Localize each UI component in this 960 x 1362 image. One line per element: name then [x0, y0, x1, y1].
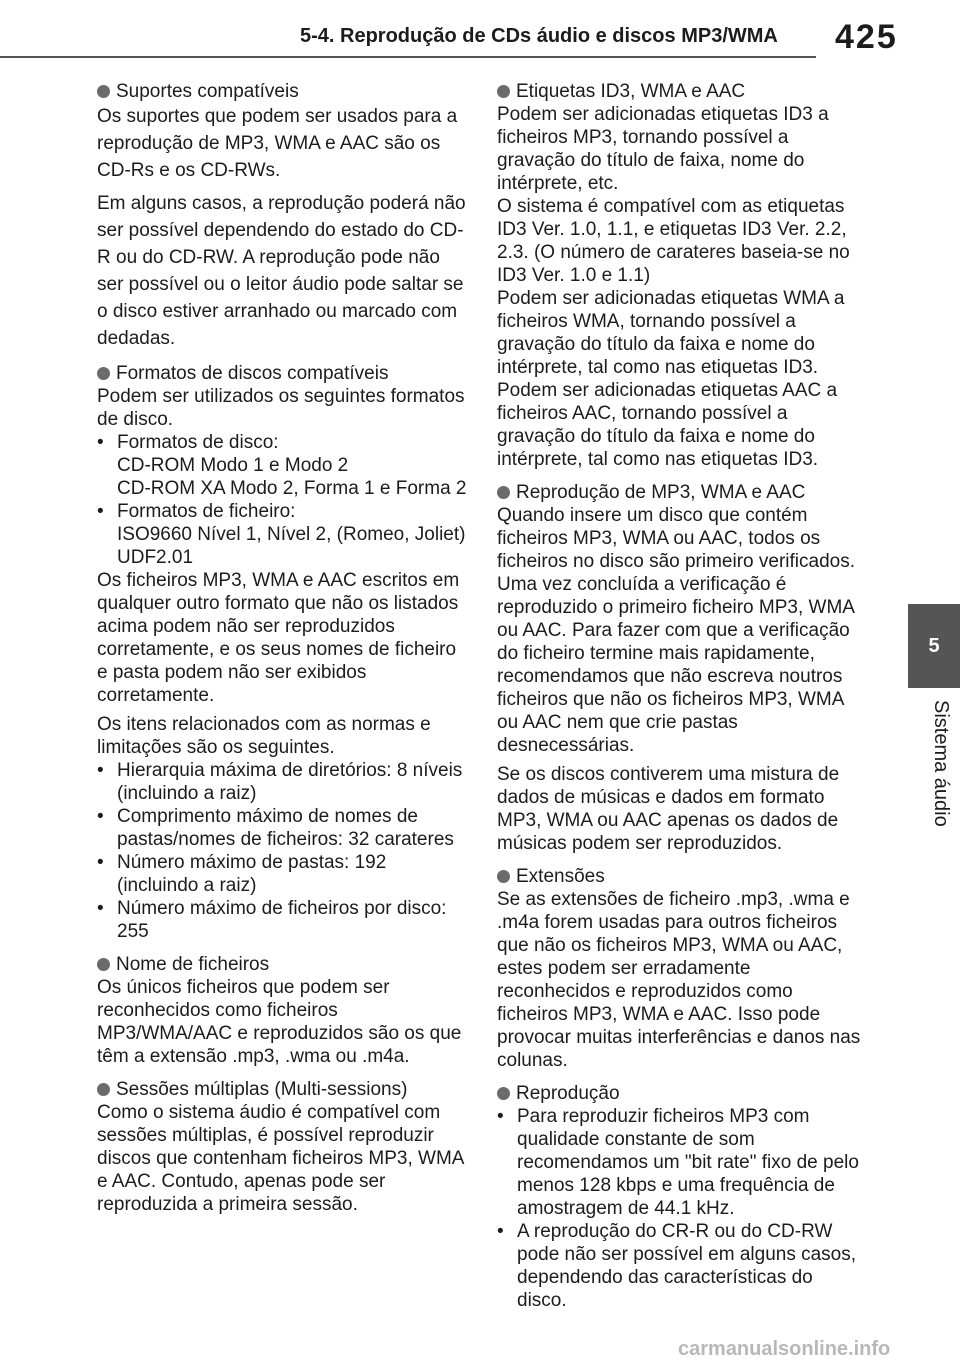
paragraph: Podem ser utilizados os seguintes formatos de disco. — [97, 386, 465, 430]
paragraph: O sistema é compatível com as etiquetas ID3 Ver. 1.0, 1.1, e etiquetas ID3 Ver. 2.2, 2.3. (O número de carateres baseia-se no ID3 Ver. 1.0 e 1.1) — [497, 196, 850, 286]
bullet-icon — [497, 85, 510, 98]
paragraph: Podem ser adicionadas etiquetas AAC a ficheiros AAC, tornando possível a gravação do título da faixa e nome do intérprete, tal como nas etiquetas ID3. — [497, 380, 838, 470]
section-tags — [497, 80, 867, 471]
watermark-text: carmanualsonline.info — [678, 1338, 891, 1360]
list-item: • Comprimento máximo de nomes de pastas/nomes de ficheiros: 32 carateres — [97, 805, 467, 851]
section-heading: Sessões múltiplas (Multi-sessions) — [97, 1078, 467, 1101]
section-heading: Extensões — [497, 865, 867, 888]
bullet-icon — [497, 486, 510, 499]
paragraph: Os ficheiros MP3, WMA e AAC escritos em qualquer outro formato que não os listados acima podem não ser reproduzidos corretamente, e os seus nomes de ficheiro e pasta podem não ser exibidos corretamente. — [97, 570, 460, 706]
list-item: • A reprodução do CR-R ou do CD-RW pode não ser possível em alguns casos, dependendo das características do disco. — [497, 1220, 867, 1312]
section-multi-sessions — [97, 1078, 467, 1216]
section-heading: Etiquetas ID3, WMA e AAC — [497, 80, 867, 103]
list-subitem: ISO9660 Nível 1, Nível 2, (Romeo, Joliet) — [117, 524, 466, 545]
paragraph: Os suportes que podem ser usados para a reprodução de MP3, WMA e AAC são os CD-Rs e os CD-RWs. — [97, 106, 458, 181]
header-rule — [0, 56, 816, 58]
list-item: • Número máximo de ficheiros por disco: 255 — [97, 897, 467, 943]
list-item: • Número máximo de pastas: 192 (incluindo a raiz) — [97, 851, 467, 897]
section-playback-mp3 — [497, 481, 867, 855]
section-extensions — [497, 865, 867, 1072]
paragraph: Como o sistema áudio é compatível com sessões múltiplas, é possível reproduzir discos que contenham ficheiros MP3, WMA e AAC. Contudo, apenas pode ser reproduzida a primeira sessão. — [97, 1102, 464, 1215]
chapter-tab: 5 — [908, 604, 960, 688]
list-item: • Hierarquia máxima de diretórios: 8 níveis (incluindo a raiz) — [97, 759, 467, 805]
section-file-names — [97, 953, 467, 1068]
paragraph: Se as extensões de ficheiro .mp3, .wma e .m4a forem usadas para outros ficheiros que não os ficheiros MP3, WMA ou AAC, estes podem ser erradamente reconhecidos e reproduzidos como ficheiros MP3, WMA e AAC. Isso pode provocar muitas interferências e danos nas colunas. — [497, 889, 861, 1071]
section-heading: Nome de ficheiros — [97, 953, 467, 976]
list-item: • Para reproduzir ficheiros MP3 com qualidade constante de som recomendamos um "bit rate" fixo de pelo menos 128 kbps e uma frequência de amostragem de 44.1 kHz. — [497, 1105, 867, 1220]
bullet-icon — [497, 870, 510, 883]
paragraph: Se os discos contiverem uma mistura de dados de músicas e dados em formato MP3, WMA ou AAC apenas os dados de músicas podem ser reproduzidos. — [497, 764, 840, 854]
section-playback — [497, 1082, 867, 1312]
left-column — [97, 80, 467, 1226]
paragraph: Quando insere um disco que contém ficheiros MP3, WMA ou AAC, todos os ficheiros no disco são primeiro verificados. Uma vez concluída a verificação é reproduzido o primeiro ficheiro MP3, WMA ou AAC. Para fazer com que a verificação do ficheiro termine mais rapidamente, recomendamos que não escreva noutros ficheiros que não os ficheiros MP3, WMA ou AAC nem que crie pastas desnecessárias. — [497, 505, 855, 756]
list-subitem: CD-ROM XA Modo 2, Forma 1 e Forma 2 — [117, 478, 467, 499]
paragraph: Em alguns casos, a reprodução poderá não ser possível dependendo do estado do CD-R ou do CD-RW. A reprodução pode não ser possível ou o leitor áudio pode saltar se o disco estiver arranhado ou marcado com dedadas. — [97, 193, 466, 349]
bullet-icon — [97, 85, 110, 98]
section-heading: Formatos de discos compatíveis — [97, 362, 467, 385]
section-disc-formats — [97, 362, 467, 943]
list-item: • Formatos de disco: — [97, 431, 467, 454]
list-subitem: UDF2.01 — [117, 547, 194, 568]
bullet-icon — [97, 367, 110, 380]
section-heading: Suportes compatíveis — [97, 80, 467, 103]
section-heading: Reprodução — [497, 1082, 867, 1105]
bullet-icon — [97, 958, 110, 971]
bullet-icon — [97, 1083, 110, 1096]
paragraph: Podem ser adicionadas etiquetas WMA a ficheiros WMA, tornando possível a gravação do título da faixa e nome do intérprete, tal como nas etiquetas ID3. — [497, 288, 845, 378]
section-heading: Reprodução de MP3, WMA e AAC — [497, 481, 867, 504]
paragraph: Podem ser adicionadas etiquetas ID3 a ficheiros MP3, tornando possível a gravação do título de faixa, nome do intérprete, etc. — [497, 104, 829, 194]
section-supported-media — [97, 80, 467, 352]
paragraph: Os itens relacionados com as normas e limitações são os seguintes. — [97, 714, 431, 758]
page-number: 425 — [835, 18, 898, 56]
list-item: • Formatos de ficheiro: — [97, 500, 467, 523]
right-column — [497, 80, 867, 1322]
page-header — [0, 0, 960, 62]
section-title: 5-4. Reprodução de CDs áudio e discos MP3/WMA — [300, 25, 778, 47]
chapter-label: Sistema áudio — [930, 700, 952, 827]
list-subitem: CD-ROM Modo 1 e Modo 2 — [117, 455, 349, 476]
bullet-icon — [497, 1087, 510, 1100]
paragraph: Os únicos ficheiros que podem ser reconhecidos como ficheiros MP3/WMA/AAC e reproduzidos são os que têm a extensão .mp3, .wma ou .m4a. — [97, 977, 462, 1067]
